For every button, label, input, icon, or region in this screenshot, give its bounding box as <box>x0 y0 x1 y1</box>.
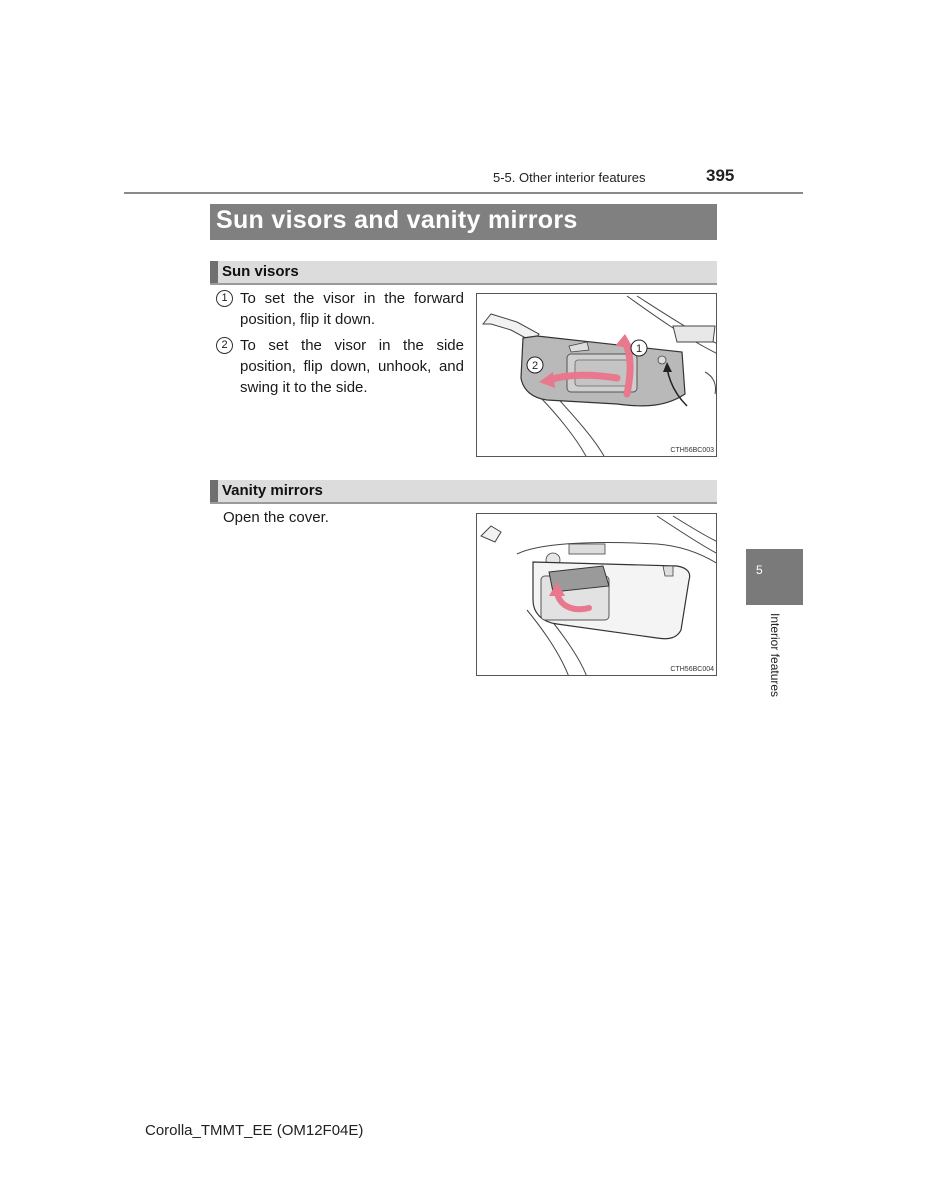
step-number-badge: 1 <box>216 290 233 307</box>
page-title-bar <box>210 204 717 240</box>
sun-visor-illustration <box>476 293 717 457</box>
chapter-number: 5 <box>756 563 763 577</box>
section-heading-label: Sun visors <box>222 263 299 280</box>
header-divider <box>124 192 803 194</box>
heading-marker <box>210 480 218 502</box>
figure-code: CTH56BC003 <box>670 447 714 454</box>
figure-callout-1: 1 <box>635 343 643 355</box>
section-heading-label: Vanity mirrors <box>222 482 323 499</box>
step-number-badge: 2 <box>216 337 233 354</box>
vanity-mirror-instruction: Open the cover. <box>223 509 329 526</box>
section-heading-sun-visors <box>210 261 717 285</box>
page-number: 395 <box>706 166 735 185</box>
figure-code: CTH56BC004 <box>670 666 714 673</box>
step-text: To set the visor in the side position, flip down, unhook, and swing it to the side. <box>240 337 464 396</box>
section-heading-vanity-mirrors <box>210 480 717 504</box>
vanity-mirror-drawing <box>477 514 717 676</box>
list-item <box>216 335 464 398</box>
sun-visor-steps <box>216 288 464 403</box>
heading-marker <box>210 261 218 283</box>
step-text: To set the visor in the forward position, flip it down. <box>240 290 464 328</box>
chapter-label: Interior features <box>768 613 782 698</box>
figure-callout-2: 2 <box>531 360 539 372</box>
footer-document-id: Corolla_TMMT_EE (OM12F04E) <box>145 1122 364 1139</box>
running-header-section: 5-5. Other interior features <box>493 170 646 185</box>
chapter-tab <box>746 549 803 605</box>
sun-visor-drawing <box>477 294 717 457</box>
page-title: Sun visors and vanity mirrors <box>216 206 578 234</box>
vanity-mirror-illustration <box>476 513 717 676</box>
list-item <box>216 288 464 330</box>
